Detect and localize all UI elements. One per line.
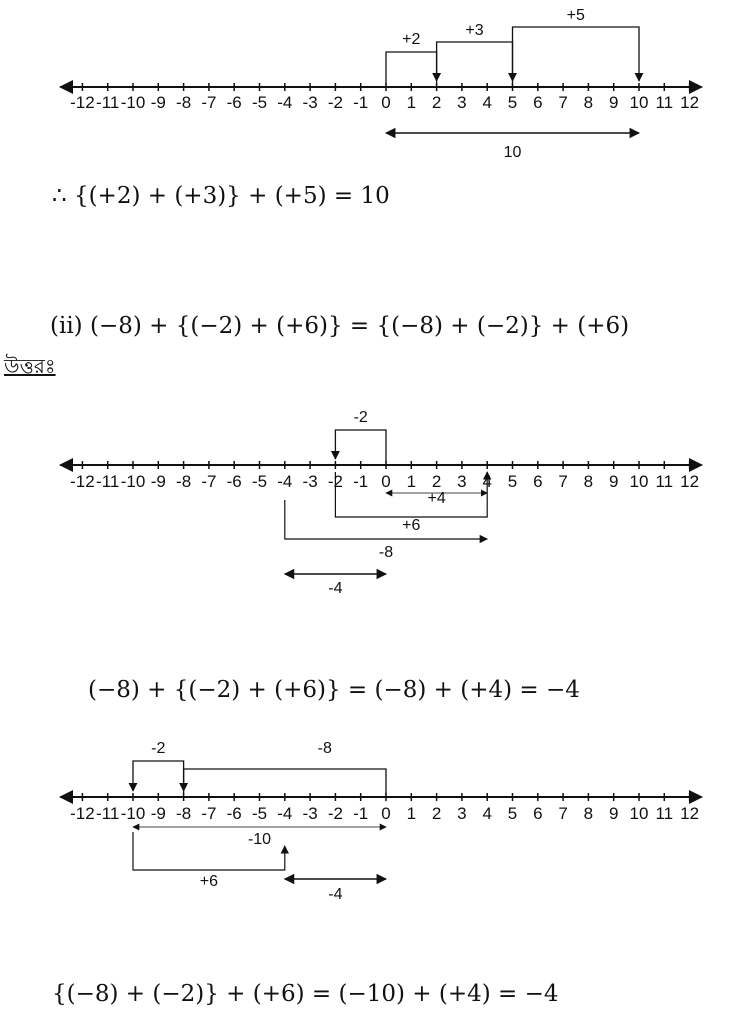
tick-label: -4	[277, 472, 293, 491]
tick-label: 10	[629, 93, 649, 112]
tick-label: 3	[457, 804, 467, 823]
jump-label: +4	[427, 490, 446, 507]
tick-label: -5	[251, 472, 268, 491]
tick-label: 6	[533, 472, 543, 491]
tick-label: 1	[406, 93, 417, 112]
tick-label: 0	[381, 804, 391, 823]
tick-label: 9	[608, 804, 619, 823]
tick-label: -2	[327, 804, 343, 823]
result-label: -4	[328, 886, 343, 903]
tick-label: 2	[431, 472, 442, 491]
tick-label: -11	[96, 804, 120, 823]
jump-label: +2	[402, 31, 421, 48]
jump-label: -8	[317, 740, 332, 757]
result-label: 10	[503, 144, 522, 161]
tick-label: 9	[608, 472, 619, 491]
tick-label: -7	[201, 472, 217, 491]
tick-label: -2	[327, 93, 343, 112]
jump-label: +6	[402, 517, 421, 534]
tick-label: -10	[120, 472, 146, 491]
tick-label: 6	[533, 804, 543, 823]
tick-label: -1	[353, 472, 369, 491]
tick-label: -9	[150, 93, 166, 112]
tick-label: -4	[277, 804, 293, 823]
jump-label: -10	[247, 831, 272, 848]
tick-label: 1	[406, 804, 417, 823]
tick-label: 3	[457, 472, 467, 491]
tick-label: 7	[558, 804, 568, 823]
jump-arrow	[386, 52, 437, 85]
tick-label: -8	[176, 804, 192, 823]
jump-arrow	[437, 42, 513, 85]
tick-label: 4	[482, 804, 492, 823]
equation-4: {(−8) + (−2)} + (+6) = (−10) + (+4) = −4	[52, 981, 559, 1007]
tick-label: 1	[406, 472, 417, 491]
tick-label: -11	[96, 93, 120, 112]
tick-label: -11	[96, 472, 120, 491]
tick-label: 11	[655, 804, 674, 823]
tick-label: -2	[327, 472, 343, 491]
tick-label: 5	[507, 472, 518, 491]
tick-label: 2	[431, 93, 442, 112]
jump-label: -2	[353, 409, 368, 426]
tick-label: 12	[680, 472, 700, 491]
jump-arrow	[513, 27, 640, 85]
tick-label: -6	[226, 804, 242, 823]
tick-label: 4	[482, 472, 492, 491]
tick-label: -3	[302, 472, 318, 491]
tick-label: -10	[120, 93, 146, 112]
answer-label: উত্তরঃ	[4, 354, 56, 378]
tick-label: 8	[583, 93, 594, 112]
tick-label: 0	[381, 472, 391, 491]
jump-arrow	[285, 500, 487, 539]
tick-label: -3	[302, 804, 318, 823]
equation-3: (−8) + {(−2) + (+6)} = (−8) + (+4) = −4	[88, 677, 580, 703]
tick-label: -12	[70, 472, 95, 491]
tick-label: 5	[507, 93, 518, 112]
number-line-3	[60, 740, 701, 903]
tick-label: -10	[120, 804, 146, 823]
tick-label: -8	[176, 93, 192, 112]
jump-arrow	[184, 769, 386, 795]
jump-label: +5	[566, 7, 585, 24]
jump-label: +3	[465, 22, 484, 39]
equation-1: ∴ {(+2) + (+3)} + (+5) = 10	[52, 183, 390, 209]
tick-label: 11	[655, 93, 674, 112]
tick-label: -1	[353, 93, 369, 112]
jump-label: -2	[151, 740, 166, 757]
tick-label: -5	[251, 93, 268, 112]
result-label: -4	[328, 580, 343, 597]
tick-label: 10	[629, 804, 649, 823]
tick-label: -1	[353, 804, 369, 823]
tick-label: 6	[533, 93, 543, 112]
tick-label: -12	[70, 804, 95, 823]
tick-label: 7	[558, 93, 568, 112]
tick-label: 3	[457, 93, 467, 112]
tick-label: -8	[176, 472, 192, 491]
tick-label: 2	[431, 804, 442, 823]
tick-label: -4	[277, 93, 293, 112]
jump-label: +6	[199, 873, 219, 890]
tick-label: 12	[680, 804, 700, 823]
tick-label: -9	[150, 472, 166, 491]
tick-label: -7	[201, 804, 217, 823]
tick-label: -6	[226, 472, 242, 491]
tick-label: 7	[558, 472, 568, 491]
tick-label: -7	[201, 93, 217, 112]
tick-label: 8	[583, 472, 594, 491]
jump-arrow	[133, 761, 184, 795]
jump-arrow	[335, 430, 386, 463]
tick-label: 12	[680, 93, 700, 112]
tick-label: 0	[381, 93, 391, 112]
number-line-1	[60, 7, 701, 161]
tick-label: 8	[583, 804, 594, 823]
tick-label: 4	[482, 93, 492, 112]
tick-label: -9	[150, 804, 166, 823]
tick-label: -5	[251, 804, 268, 823]
tick-label: 10	[629, 472, 649, 491]
tick-label: -3	[302, 93, 318, 112]
tick-label: 9	[608, 93, 619, 112]
tick-label: -6	[226, 93, 242, 112]
number-line-2	[60, 409, 701, 597]
jump-label: -8	[378, 544, 394, 561]
tick-label: 5	[507, 804, 518, 823]
tick-label: -12	[70, 93, 95, 112]
equation-2: (ii) (−8) + {(−2) + (+6)} = {(−8) + (−2)} + (+6)	[50, 313, 630, 339]
tick-label: 11	[655, 472, 674, 491]
